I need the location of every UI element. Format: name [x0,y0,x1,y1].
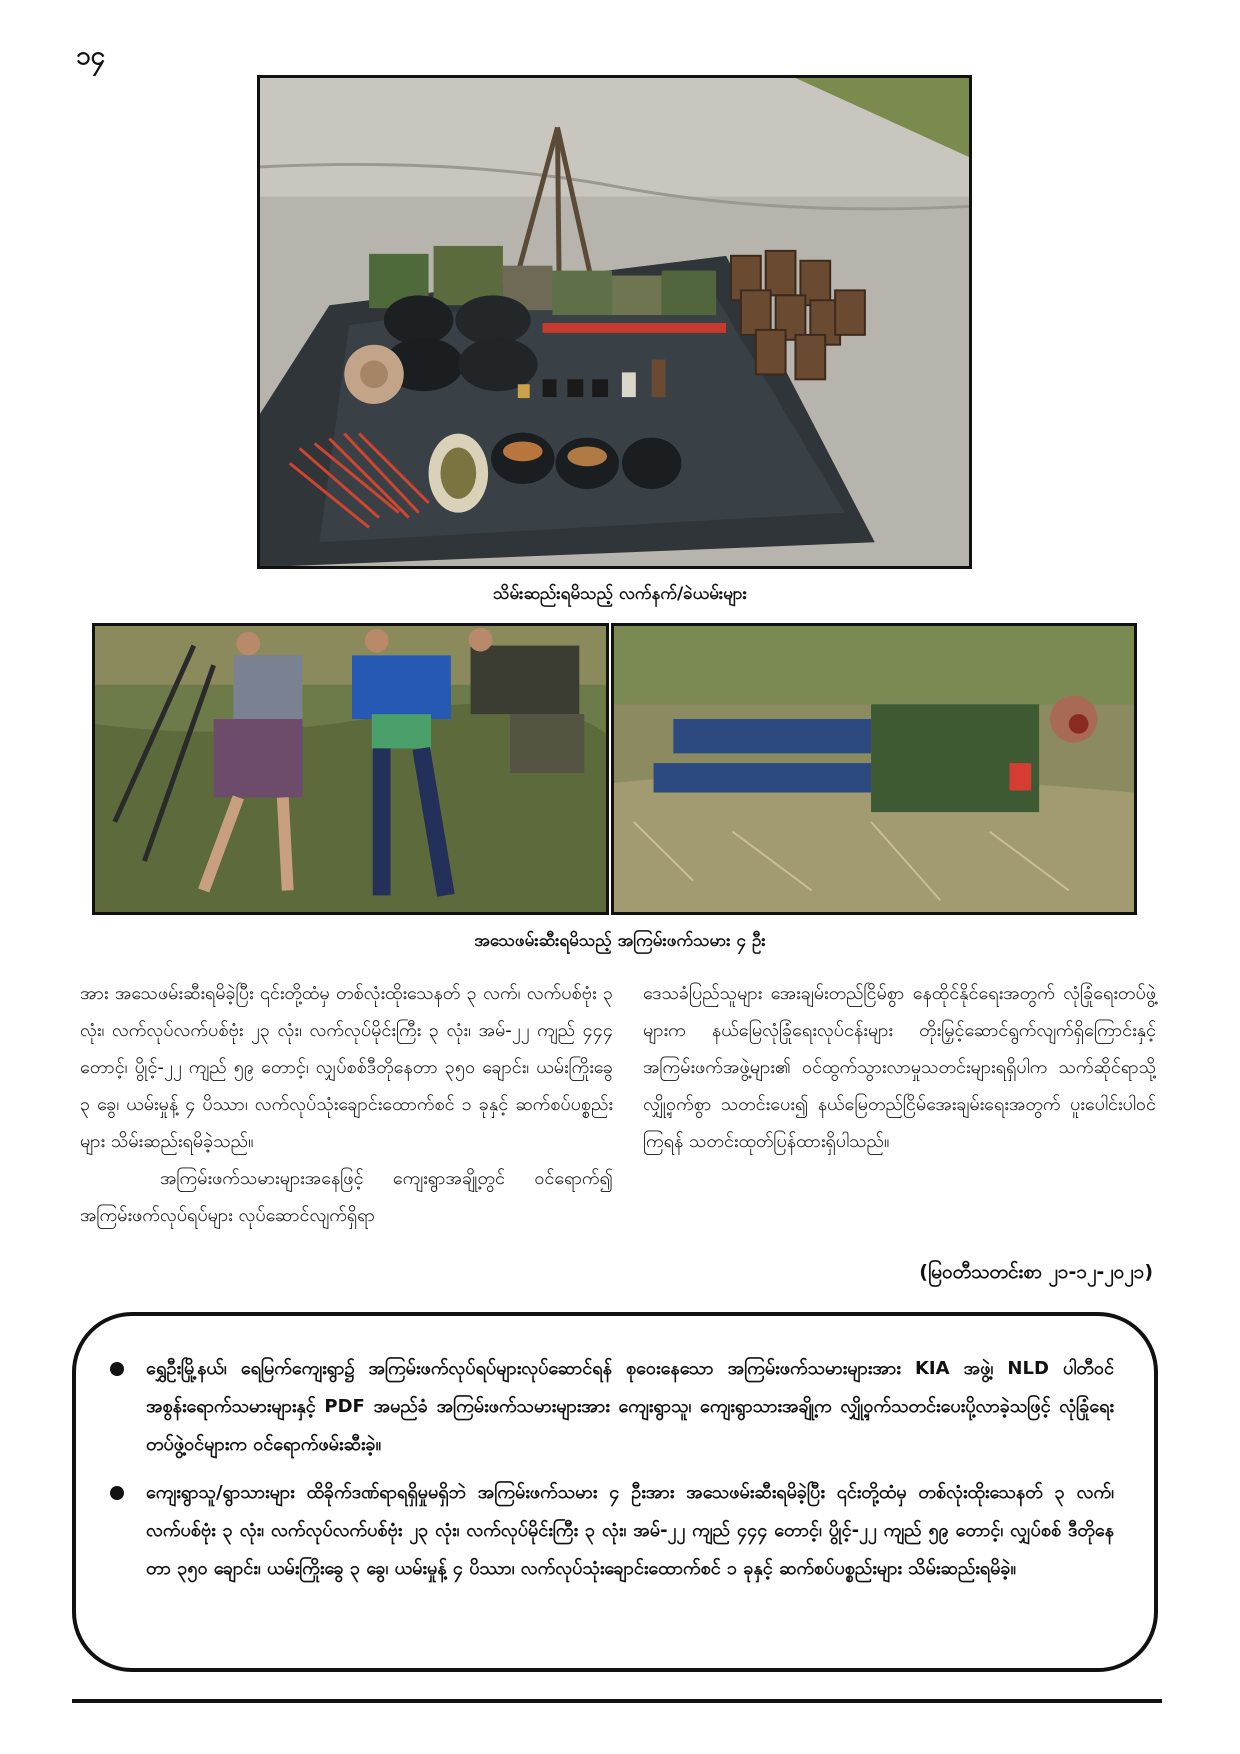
footer-rule [72,1699,1162,1703]
summary-item [106,1474,1114,1588]
left-paragraph-1: အား အသေဖမ်းဆီးရမိခဲ့ပြီး ၎င်းတို့ထံမှ တစ်လုံးထိုးသေနတ် ၃ လက်၊ လက်ပစ်ဗုံး ၃ လုံး၊ လက်လုပ်လက်ပစ်ဗုံး ၂၃ လုံး၊ လက်လုပ်မိုင်းကြီး ၃ လုံး၊ အမ်-၂၂ ကျည် ၄၄၄ တောင့်၊ ပွိုင့်-၂၂ ကျည် ၅၉ တောင့်၊ လျှပ်စစ်ဒီတိုနေတာ ၃၅၀ ချောင်း၊ ယမ်းကြိုးခွေ ၃ ခွေ၊ ယမ်းမှုန့် ၄ ပိဿာ၊ လက်လုပ်သုံးချောင်းထောက်စင် ၁ ခုနှင့် ဆက်စပ်ပစ္စည်းများ သိမ်းဆည်းရမိခဲ့သည်။ [80,983,613,1152]
bodies-photo-left [92,623,609,915]
summary-item-text: ကျေးရွာသူ/ရွာသားများ ထိခိုက်ဒဏ်ရာရရှိမှုမရှိဘဲ အကြမ်းဖက်သမား ၄ ဦးအား အသေဖမ်းဆီးရမိခဲ့ပြီး ၎င်းတို့ထံမှ တစ်လုံးထိုးသေနတ် ၃ လက်၊ လက်ပစ်ဗုံး ၃ လုံး၊ လက်လုပ်လက်ပစ်ဗုံး ၂၃ လုံး၊ လက်လုပ်မိုင်းကြီး ၃ လုံး၊ အမ်-၂၂ ကျည် ၄၄၄ တောင့်၊ ပွိုင့်-၂၂ ကျည် ၅၉ တောင့်၊ လျှပ်စစ် ဒီတိုနေတာ ၃၅၀ ချောင်း၊ ယမ်းကြိုးခွေ ၃ ခွေ၊ ယမ်းမှုန့် ၄ ပိဿာ၊ လက်လုပ်သုံးချောင်းထောက်စင် ၁ ခုနှင့် ဆက်စပ်ပစ္စည်းများ သိမ်းဆည်းရမိခဲ့။ [146,1482,1114,1579]
summary-box [72,1312,1158,1672]
weapons-photo-caption: သိမ်းဆည်းရမိသည့် လက်နက်/ခဲယမ်းများ [493,584,747,604]
left-paragraph-2: အကြမ်းဖက်သမားများအနေဖြင့် ကျေးရွာအချို့တွင် ဝင်ရောက်၍ အကြမ်းဖက်လုပ်ရပ်များ လုပ်ဆောင်လျက်ရှိရာ [80,1168,613,1226]
right-paragraph: ဒေသခံပြည်သူများ အေးချမ်းတည်ငြိမ်စွာ နေထိုင်နိုင်ရေးအတွက် လုံခြုံရေးတပ်ဖွဲ့များက နယ်မြေလုံခြုံရေးလုပ်ငန်းများ တိုးမြှင့်ဆောင်ရွက်လျက်ရှိကြောင်းနှင့် အကြမ်းဖက်အဖွဲ့များ၏ ဝင်ထွက်သွားလာမှုသတင်းများရရှိပါက သက်ဆိုင်ရာသို့ လျှို့ဝှက်စွာ သတင်းပေး၍ နယ်မြေတည်ငြိမ်အေးချမ်းရေးအတွက် ပူးပေါင်းပါဝင်ကြရန် သတင်းထုတ်ပြန်ထားရှိပါသည်။ [643,983,1156,1152]
seized-weapons-photo [257,75,972,569]
left-column [80,975,613,1234]
bodies-photo-caption: အသေဖမ်းဆီးရမိသည့် အကြမ်းဖက်သမား ၄ ဦး [474,931,766,951]
source-credit: (မြဝတီသတင်းစာ ၂၁-၁၂-၂၀၂၁) [919,1261,1153,1283]
summary-item [106,1350,1114,1464]
page-number: ၁၄ [76,41,106,71]
bullet-icon [110,1362,124,1376]
summary-item-text: ရွှေဦးမြို့နယ်၊ ရေမြက်ကျေးရွာ၌ အကြမ်းဖက်လုပ်ရပ်များလုပ်ဆောင်ရန် စုဝေးနေသော အကြမ်းဖက်သမားများအား KIA အဖွဲ့၊ NLD ပါတီဝင် အစွန်းရောက်သမားများနှင့် PDF အမည်ခံ အကြမ်းဖက်သမားများအား ကျေးရွာသူ၊ ကျေးရွာသားအချို့က လျှို့ဝှက်သတင်းပေးပို့လာခဲ့သဖြင့် လုံခြုံရေးတပ်ဖွဲ့ဝင်များက ဝင်ရောက်ဖမ်းဆီးခဲ့။ [146,1358,1114,1455]
bullet-icon [110,1486,124,1500]
right-column [643,975,1156,1160]
bodies-photo-right [611,623,1137,915]
